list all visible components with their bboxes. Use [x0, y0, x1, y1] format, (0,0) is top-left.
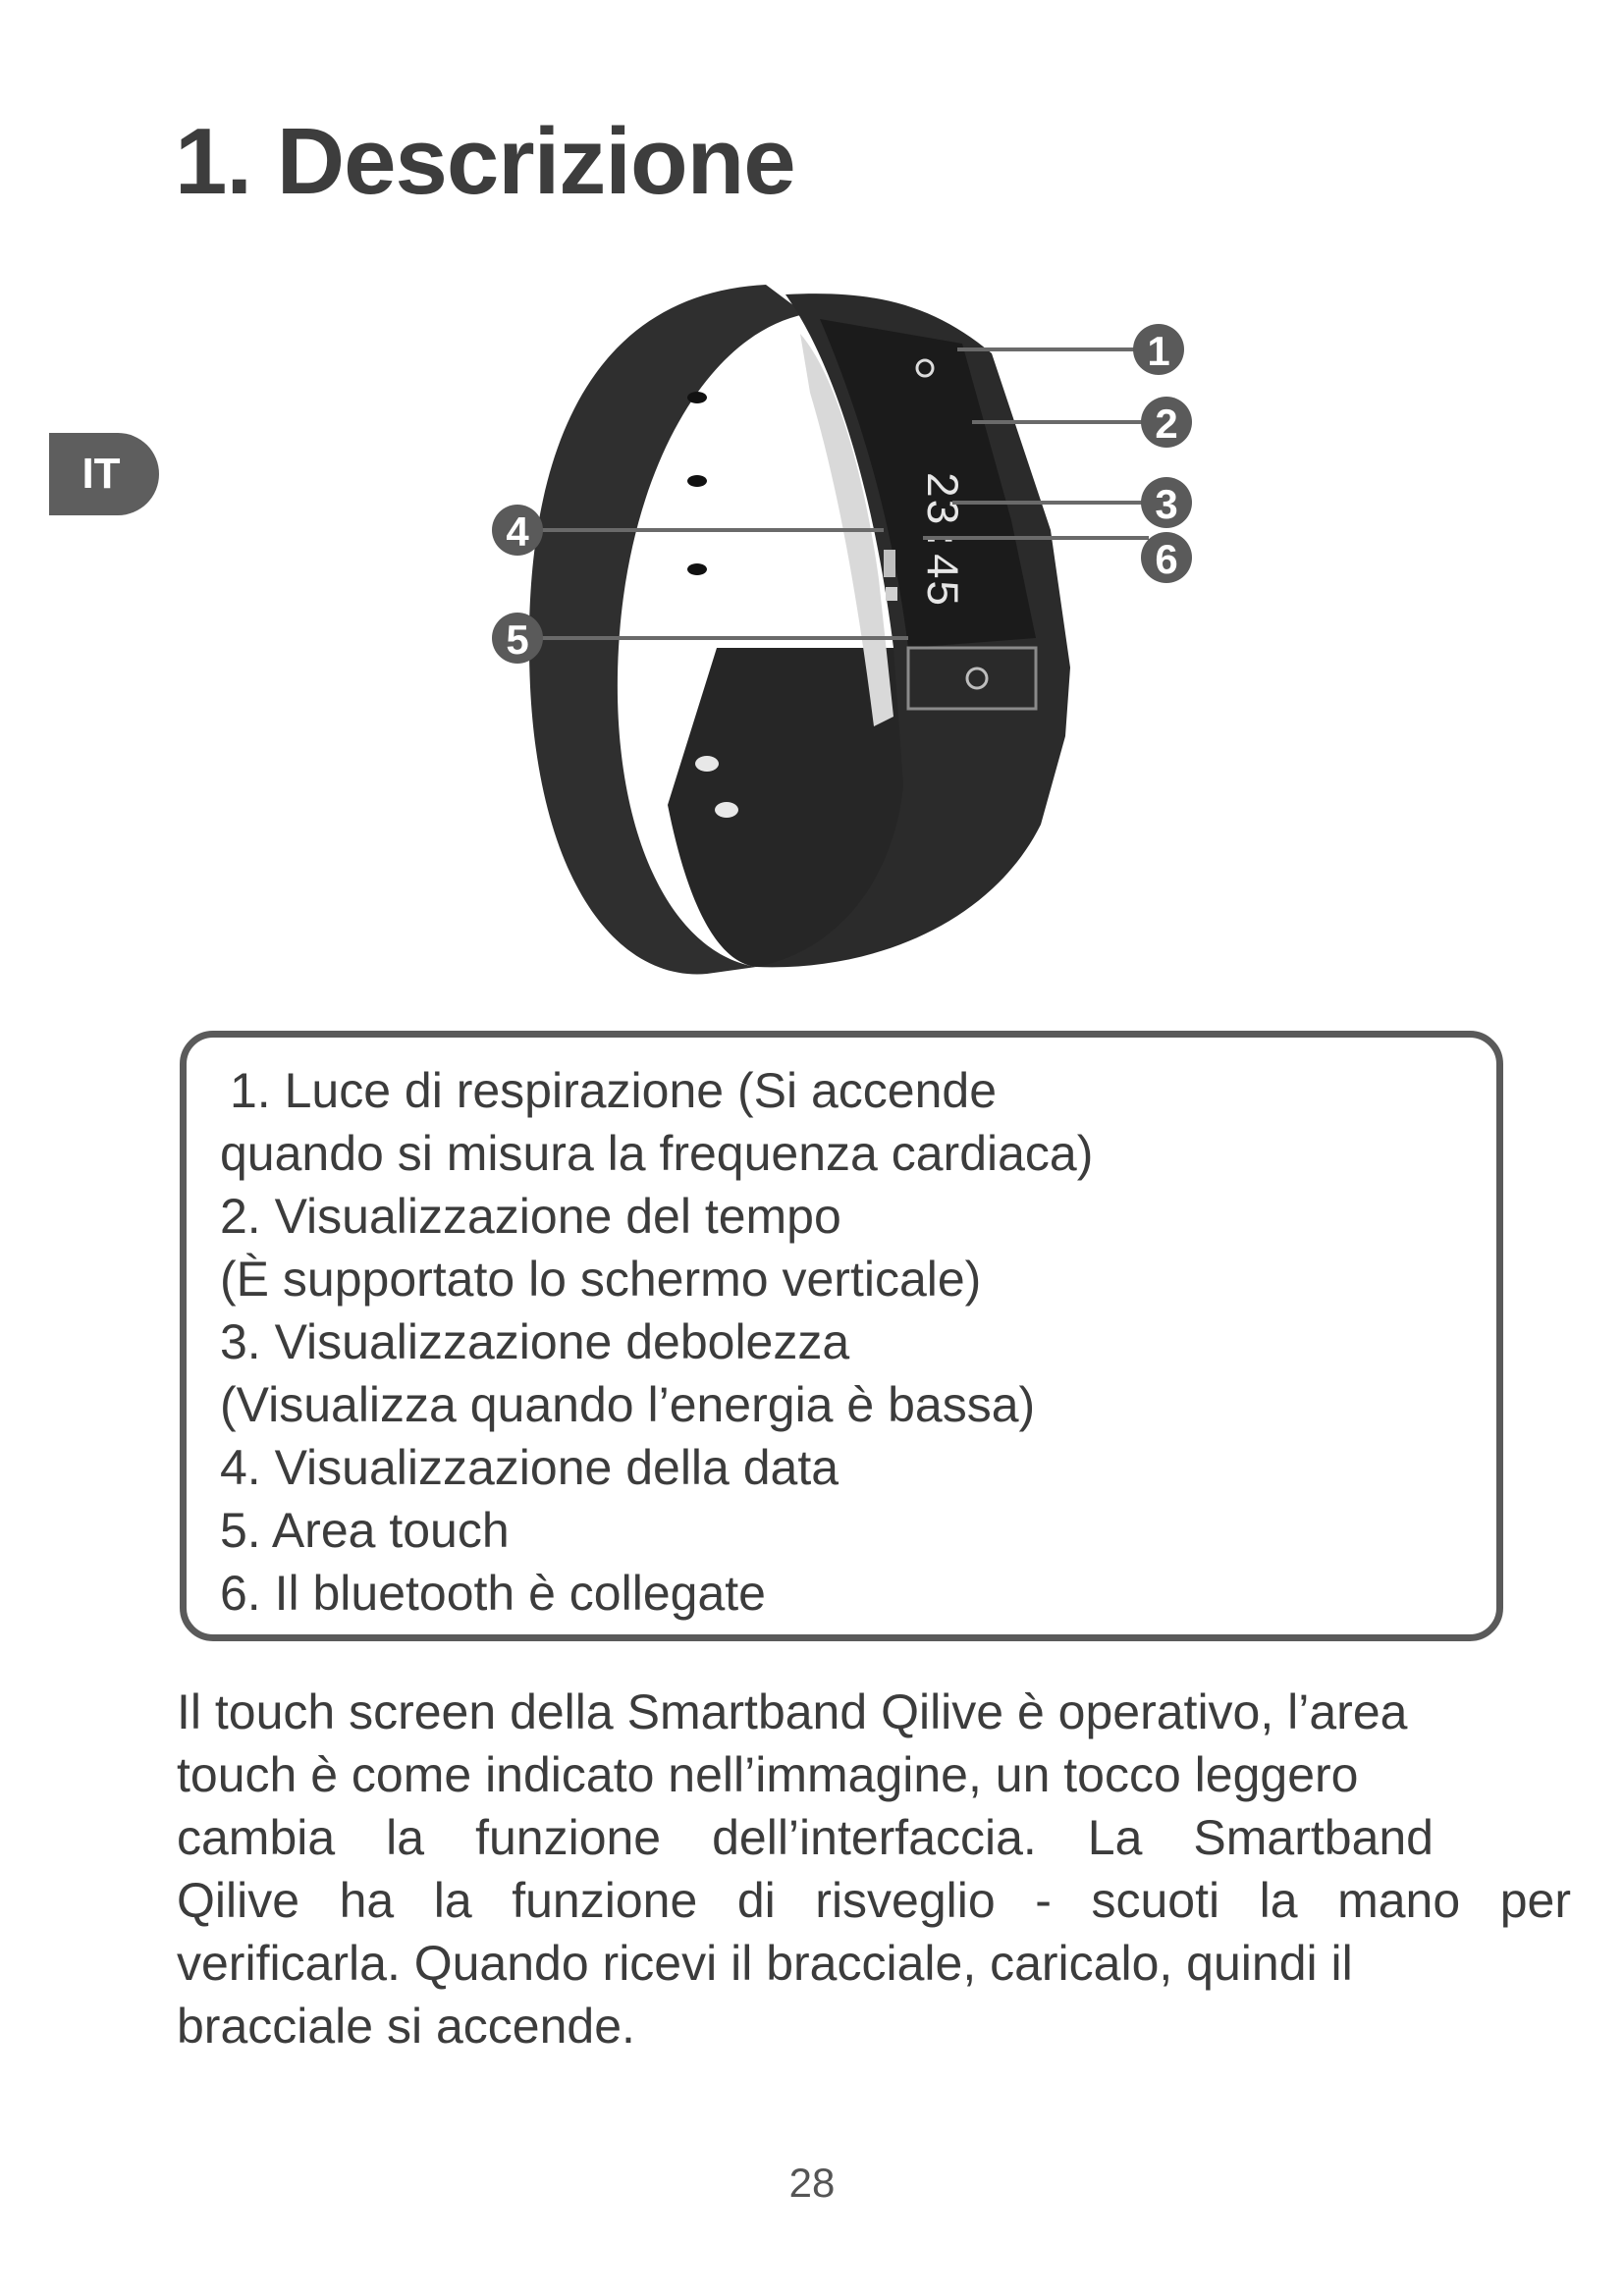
band-hole — [687, 392, 707, 403]
smartband-icon — [461, 275, 1208, 1001]
legend-line: 4. Visualizzazione della data — [220, 1440, 839, 1495]
legend-line: 2. Visualizzazione del tempo — [220, 1189, 841, 1244]
callout-1 — [1133, 324, 1184, 375]
callout-3 — [1141, 477, 1192, 528]
legend-line: (Visualizza quando l’energia è bassa) — [220, 1377, 1036, 1432]
svg-text:3: 3 — [1155, 481, 1178, 527]
legend-line: (È supportato lo schermo verticale) — [220, 1252, 982, 1307]
legend-line: 5. Area touch — [220, 1503, 510, 1558]
legend-line: 3. Visualizzazione debolezza — [220, 1314, 850, 1369]
paragraph-line: cambia la funzione dell’interfaccia. La Smartband — [177, 1810, 1434, 1865]
screen-time: 23:45 — [914, 471, 965, 608]
page-title: 1. Descrizione — [175, 109, 795, 214]
band-touch-area — [908, 648, 1036, 709]
page-number: 28 — [788, 2160, 836, 2206]
bluetooth-indicator-icon — [886, 587, 897, 601]
paragraph-line: bracciale si accende. — [177, 1999, 635, 2054]
band-hole — [687, 475, 707, 487]
legend-line: quando si misura la frequenza cardiaca) — [220, 1126, 1094, 1181]
language-tab — [49, 433, 159, 515]
legend-line: 6. Il bluetooth è collegate — [220, 1566, 766, 1621]
date-display-icon — [884, 550, 895, 577]
svg-text:1: 1 — [1147, 328, 1170, 374]
svg-text:2: 2 — [1155, 400, 1178, 447]
legend-box — [180, 1031, 1503, 1641]
callout-4 — [492, 505, 543, 556]
callout-5 — [492, 613, 543, 664]
language-tab-label: IT — [81, 450, 121, 498]
callout-2 — [1141, 397, 1192, 448]
band-pin — [695, 756, 719, 772]
band-pin — [715, 802, 738, 818]
paragraph-line: touch è come indicato nell’immagine, un tocco leggero — [177, 1747, 1359, 1802]
svg-text:6: 6 — [1155, 536, 1178, 582]
callout-6 — [1141, 532, 1192, 583]
paragraph-line: verificarla. Quando ricevi il bracciale, caricalo, quindi il — [177, 1936, 1353, 1991]
svg-text:4: 4 — [506, 508, 529, 555]
svg-text:5: 5 — [506, 616, 529, 663]
description-paragraph — [177, 1681, 1571, 2057]
paragraph-line: Il touch screen della Smartband Qilive è operativo, l’area — [177, 1684, 1408, 1739]
smartband-figure — [461, 275, 1208, 1001]
paragraph-line: Qilive ha la funzione di risveglio - scuoti la mano per — [177, 1873, 1571, 1928]
legend-line: 1. Luce di respirazione (Si accende — [230, 1063, 998, 1118]
band-hole — [687, 563, 707, 575]
